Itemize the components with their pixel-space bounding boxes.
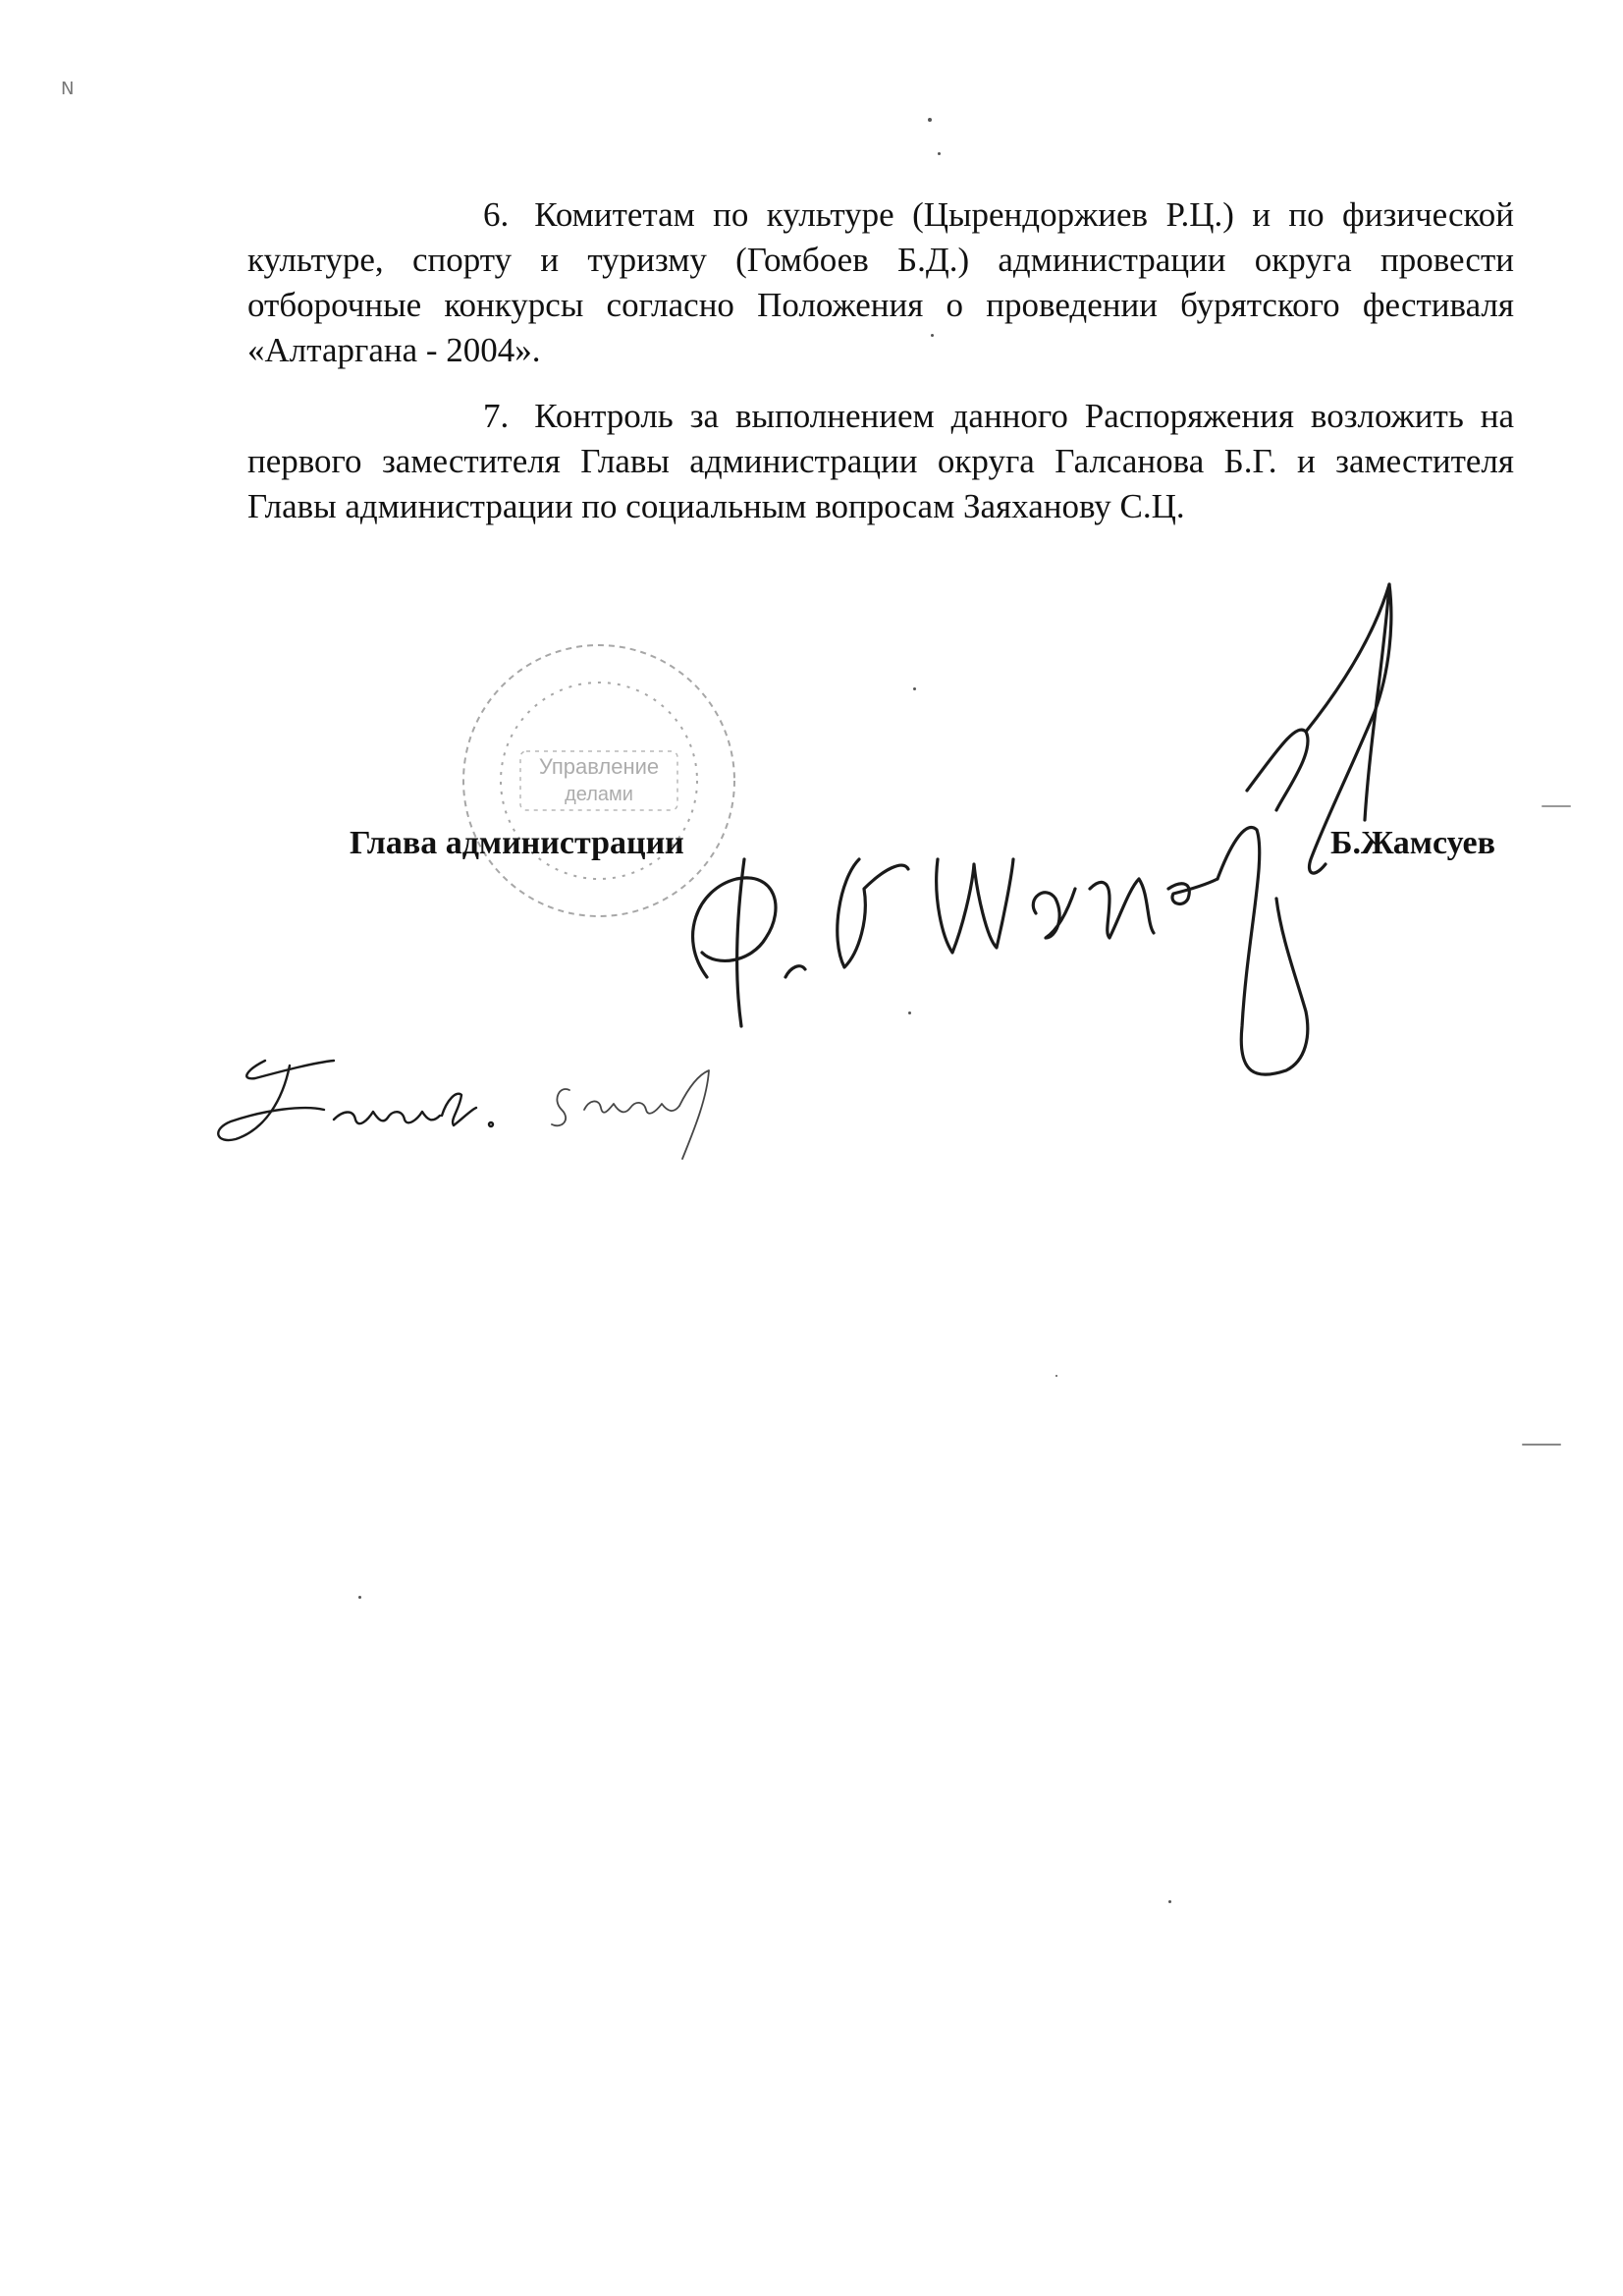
handwritten-signature xyxy=(658,565,1502,1085)
signatory-name: Б.Жамсуев xyxy=(1330,825,1495,861)
paragraph-number: 6. xyxy=(483,195,510,234)
scan-speck xyxy=(931,334,934,337)
paragraph-7 xyxy=(247,394,1514,529)
corner-mark: N xyxy=(61,79,75,99)
stamp-line-2: делами xyxy=(565,784,633,805)
scan-speck xyxy=(908,1011,911,1014)
scan-speck xyxy=(1055,1375,1057,1377)
paragraph-text: Комитетам по культуре (Цырендоржиев Р.Ц.) и по физической культуре, спорту и туризму (Гомбоев Б.Д.) администрации округа провести отборочные конкурсы согласно Положения о проведении бурятского фестиваля «Алтаргана - 2004». xyxy=(247,195,1514,369)
stamp-line-1: Управление xyxy=(538,754,660,779)
paragraph-6 xyxy=(247,192,1514,373)
scan-speck xyxy=(1522,1444,1561,1446)
scan-speck xyxy=(358,1596,361,1599)
scan-speck xyxy=(928,118,932,122)
scan-speck xyxy=(913,687,916,690)
scan-speck xyxy=(938,152,941,155)
scan-speck xyxy=(1542,805,1571,807)
approval-visa-signatures xyxy=(196,1041,746,1169)
document-body xyxy=(247,192,1514,550)
paragraph-text: Контроль за выполнением данного Распоряжения возложить на первого заместителя Главы администрации округа Галсанова Б.Г. и заместителя Главы администрации по социальным вопросам Заяханову С.Ц. xyxy=(247,397,1514,525)
signatory-title: Глава администрации xyxy=(350,825,684,861)
paragraph-number: 7. xyxy=(483,397,510,435)
scan-speck xyxy=(1168,1900,1171,1903)
